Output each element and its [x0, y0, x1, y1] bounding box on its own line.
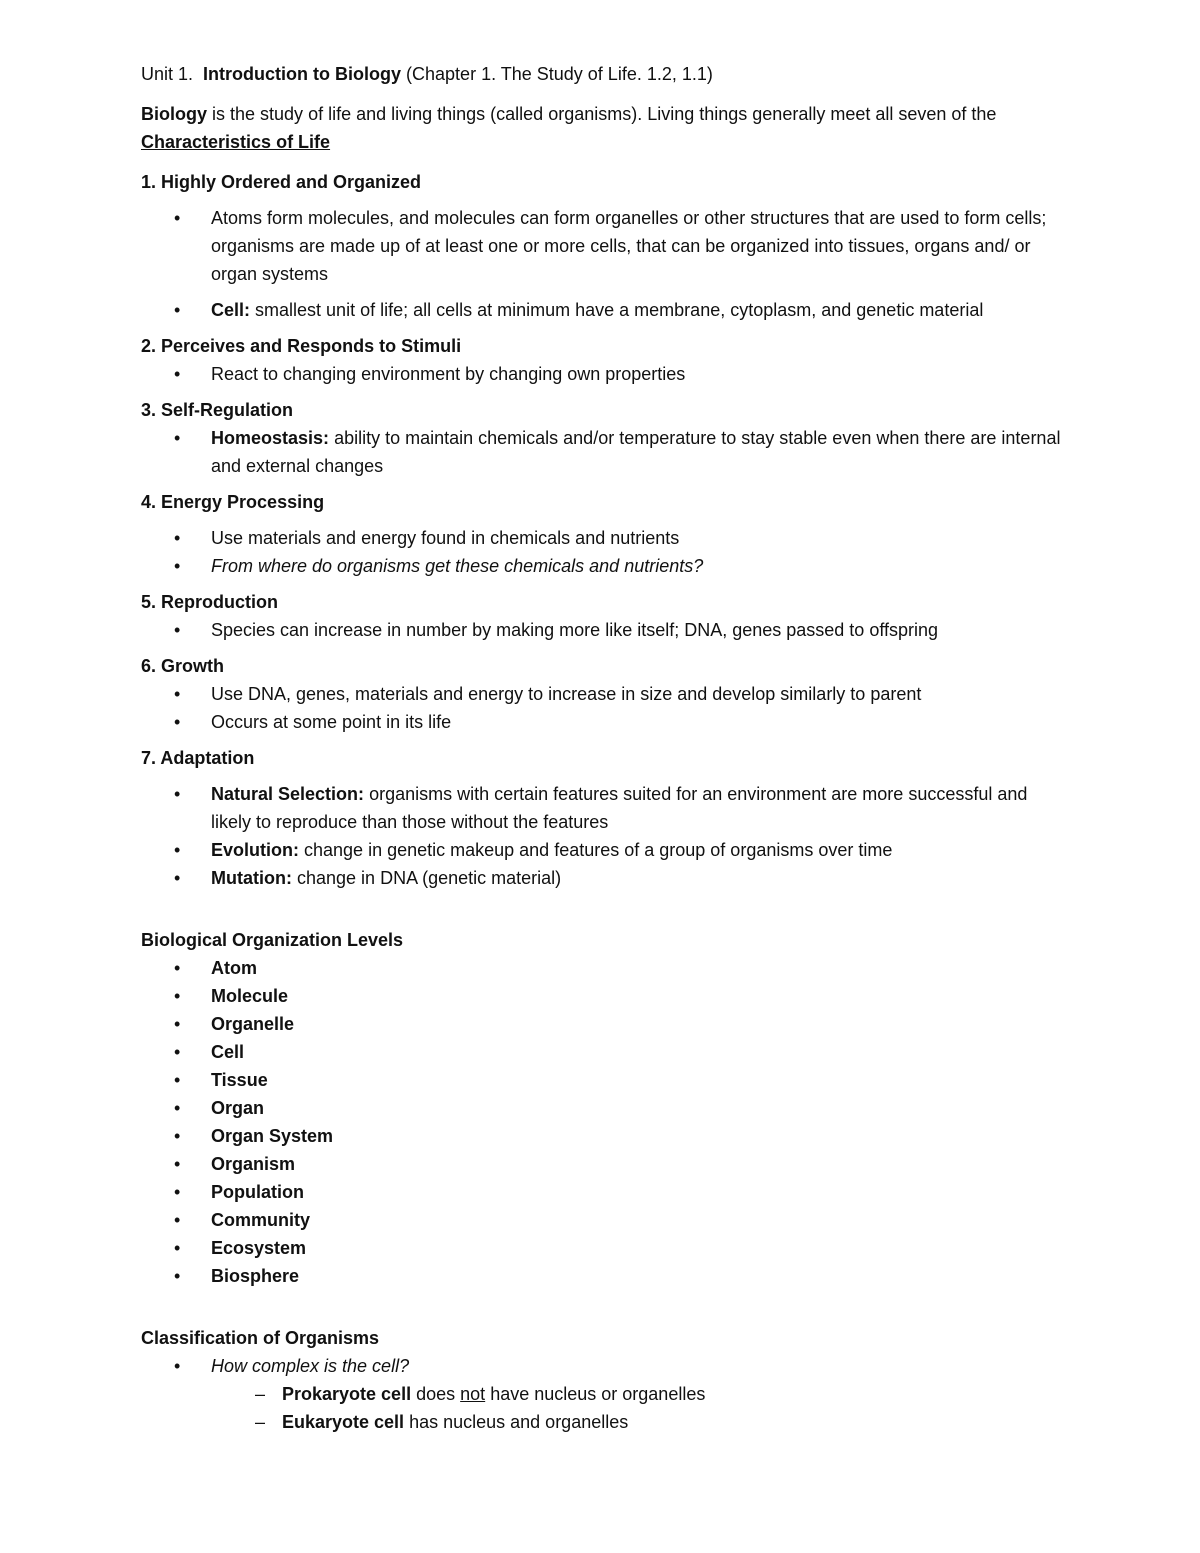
intro-term: Biology: [141, 104, 207, 124]
unit-number: Unit 1.: [141, 64, 194, 84]
level-item: • Community: [141, 1206, 1071, 1234]
level-item: • Ecosystem: [141, 1234, 1071, 1262]
list-item: • Use materials and energy found in chemicals and nutrients: [141, 524, 1071, 552]
level-item: • Organelle: [141, 1010, 1071, 1038]
characteristic-heading-5: 5. Reproduction: [141, 592, 279, 612]
list-item: • Atoms form molecules, and molecules can form organelles or other structures that are used to form cells; organisms are made up of at least one or more cells, that can be organized into tissues, organs and/ or organ systems: [141, 204, 1071, 288]
characteristics-link: Characteristics of Life: [141, 132, 331, 152]
list-item: • Natural Selection: organisms with certain features suited for an environment are more successful and likely to reproduce than those without the features: [141, 780, 1071, 836]
document-page: [141, 60, 1071, 1436]
level-item: • Organism: [141, 1150, 1071, 1178]
level-item: • Population: [141, 1178, 1071, 1206]
characteristic-heading-3: 3. Self-Regulation: [141, 400, 294, 420]
intro-text: is the study of life and living things (called organisms). Living things generally meet all seven of the: [212, 104, 997, 124]
eukaryote-item: – Eukaryote cell has nucleus and organelles: [141, 1408, 1071, 1436]
list-item: • React to changing environment by changing own properties: [141, 360, 1071, 388]
characteristic-heading-6: 6. Growth: [141, 656, 225, 676]
unit-title-chapter: (Chapter 1. The Study of Life. 1.2, 1.1): [406, 64, 713, 84]
level-item: • Molecule: [141, 982, 1071, 1010]
list-item: • How complex is the cell?: [141, 1352, 1071, 1380]
list-item: • Evolution: change in genetic makeup and features of a group of organisms over time: [141, 836, 1071, 864]
unit-title: [141, 60, 1071, 88]
level-item: • Organ: [141, 1094, 1071, 1122]
level-item: • Atom: [141, 954, 1071, 982]
list-item: • Occurs at some point in its life: [141, 708, 1071, 736]
level-item: • Cell: [141, 1038, 1071, 1066]
intro-paragraph: [141, 100, 1071, 156]
prokaryote-item: – Prokaryote cell does not have nucleus or organelles: [141, 1380, 1071, 1408]
classification-heading: Classification of Organisms: [141, 1328, 380, 1348]
list-item: • Cell: smallest unit of life; all cells at minimum have a membrane, cytoplasm, and genetic material: [141, 296, 1071, 324]
characteristic-heading-2: 2. Perceives and Responds to Stimuli: [141, 336, 462, 356]
list-item: • Homeostasis: ability to maintain chemicals and/or temperature to stay stable even when there are internal and external changes: [141, 424, 1071, 480]
list-item: • Species can increase in number by making more like itself; DNA, genes passed to offspring: [141, 616, 1071, 644]
level-item: • Organ System: [141, 1122, 1071, 1150]
unit-title-bold: Introduction to Biology: [203, 64, 402, 84]
list-item: • From where do organisms get these chemicals and nutrients?: [141, 552, 1071, 580]
list-item: • Use DNA, genes, materials and energy to increase in size and develop similarly to parent: [141, 680, 1071, 708]
level-item: • Biosphere: [141, 1262, 1071, 1290]
level-item: • Tissue: [141, 1066, 1071, 1094]
levels-heading: Biological Organization Levels: [141, 930, 404, 950]
list-item: • Mutation: change in DNA (genetic material): [141, 864, 1071, 892]
characteristic-heading-4: 4. Energy Processing: [141, 492, 325, 512]
characteristic-heading-1: 1. Highly Ordered and Organized: [141, 172, 422, 192]
characteristic-heading-7: 7. Adaptation: [141, 748, 255, 768]
